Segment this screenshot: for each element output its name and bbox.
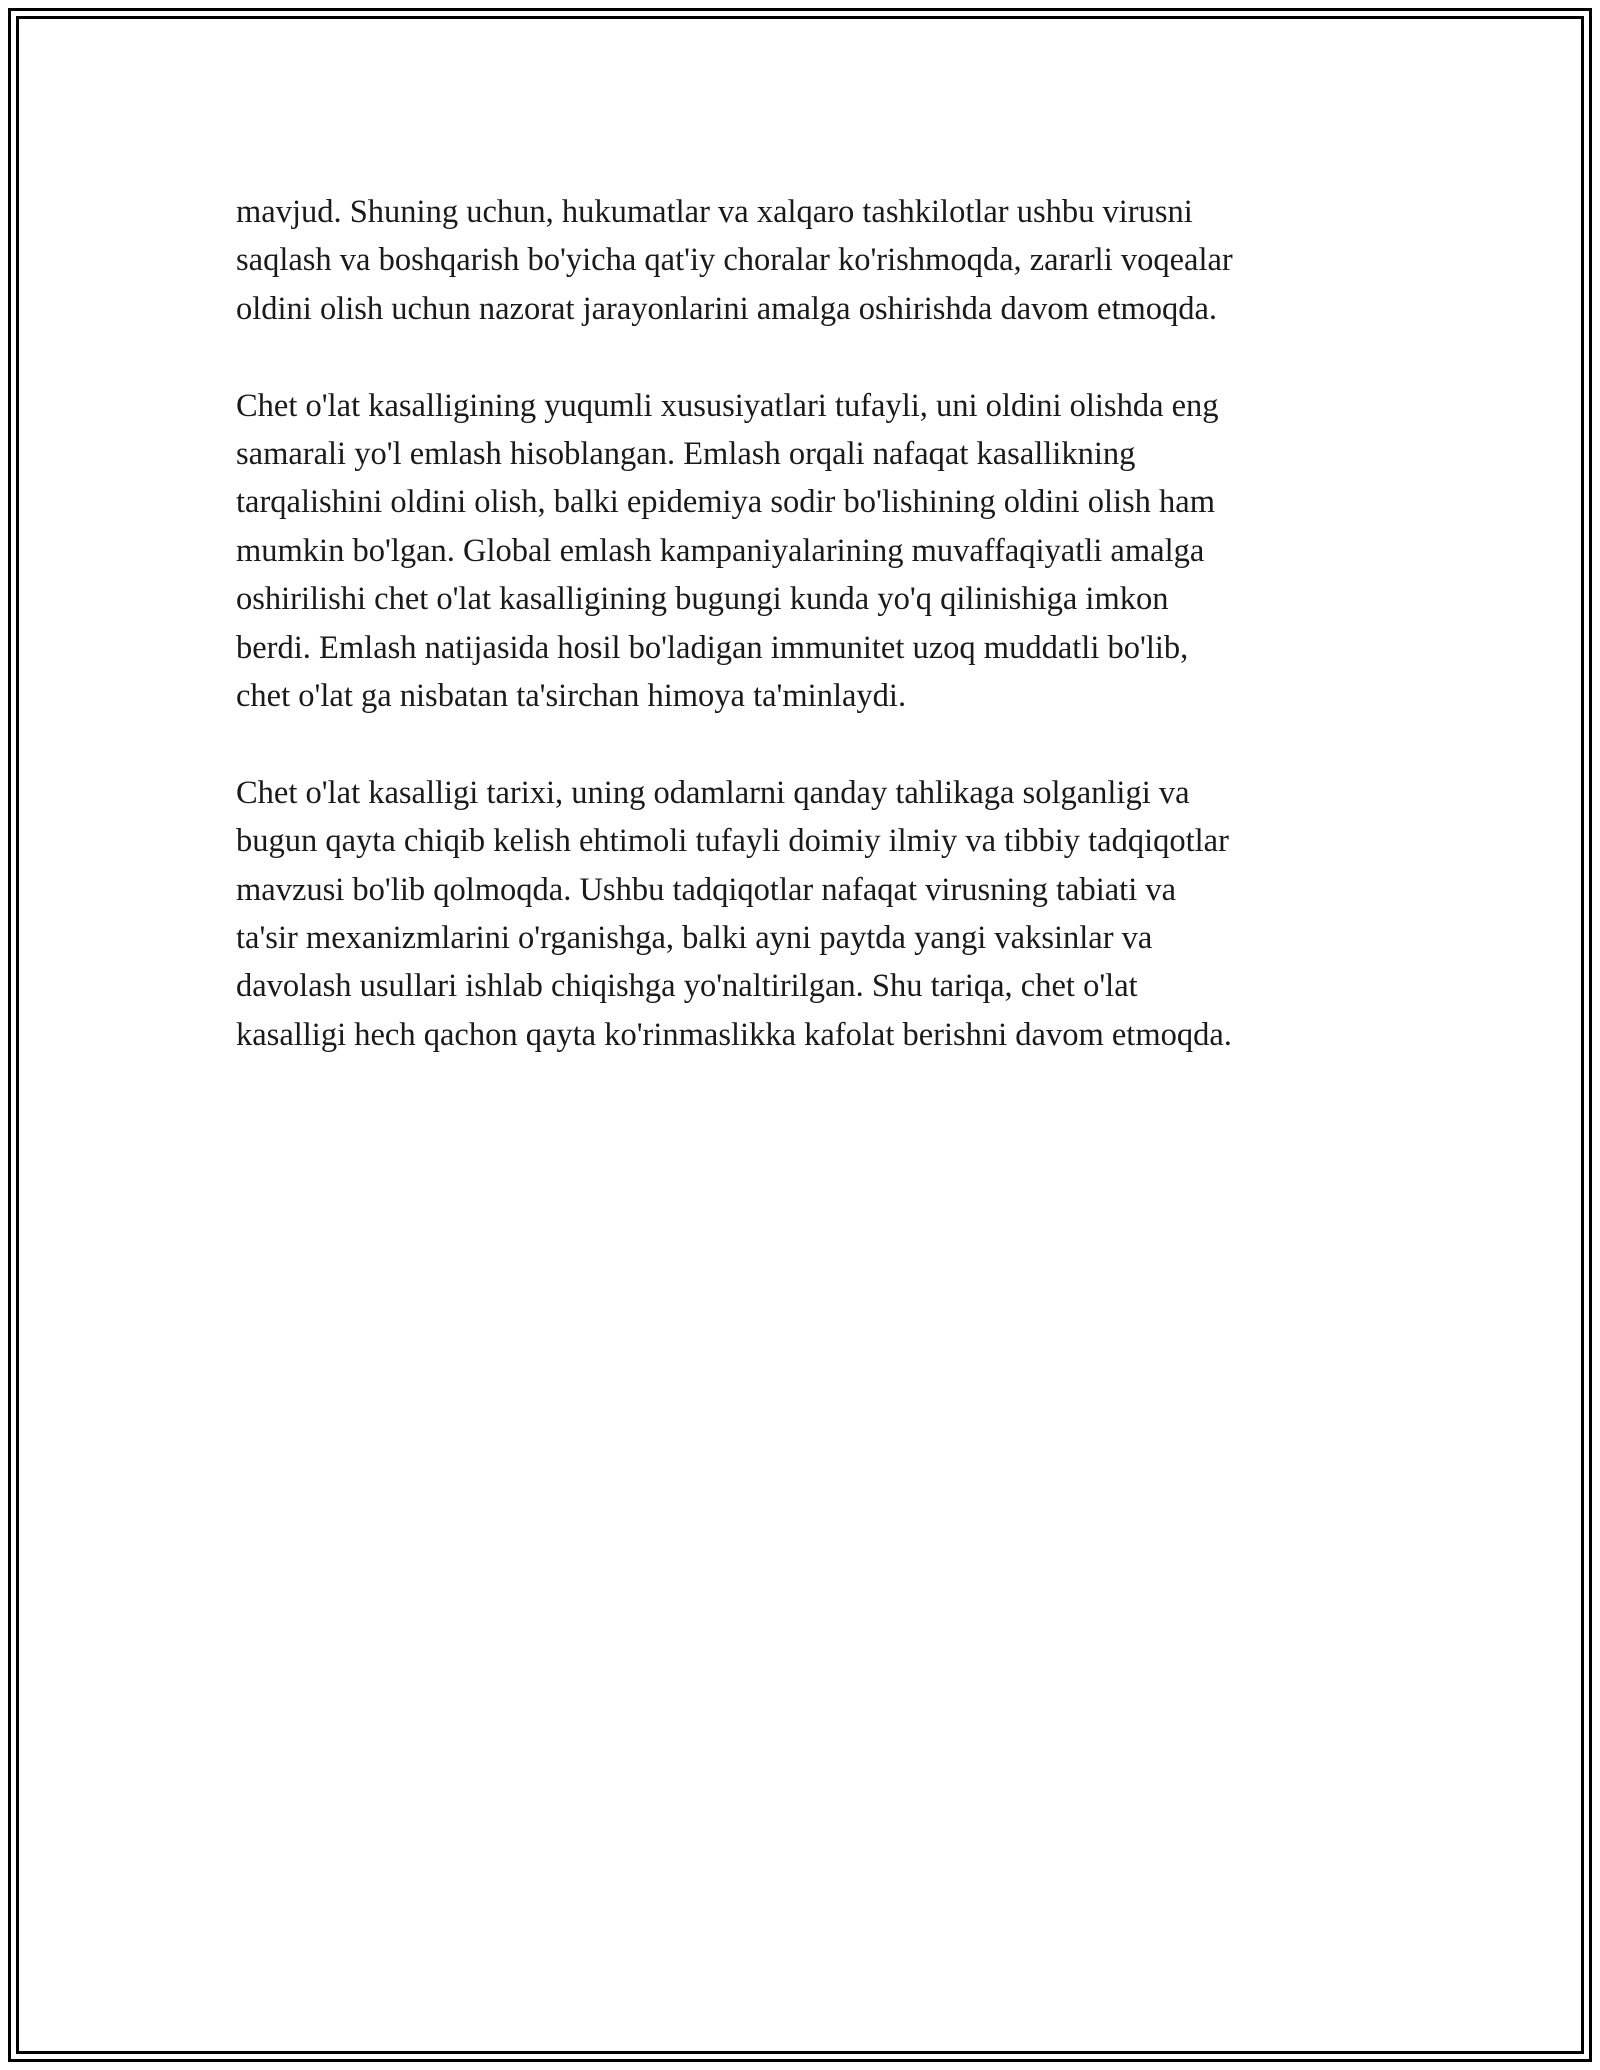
text-line: davolash usullari ishlab chiqishga yo'naltirilgan. Shu tariqa, chet o'lat — [236, 968, 1138, 1005]
text-line: samarali yo'l emlash hisoblangan. Emlash orqali nafaqat kasallikning — [236, 436, 1136, 473]
text-line: mavzusi bo'lib qolmoqda. Ushbu tadqiqotlar nafaqat virusning tabiati va — [236, 871, 1177, 908]
text-line: ta'sir mexanizmlarini o'rganishga, balki ayni paytda yangi vaksinlar va — [236, 920, 1153, 957]
text-line: mumkin bo'lgan. Global emlash kampaniyalarining muvaffaqiyatli amalga — [236, 532, 1205, 569]
text-line: tarqalishini oldini olish, balki epidemiya sodir bo'lishining oldini olish ham — [236, 484, 1215, 521]
text-line: Chet o'lat kasalligining yuqumli xususiyatlari tufayli, uni oldini olishda eng — [236, 387, 1219, 424]
text-line: oldini olish uchun nazorat jarayonlarini amalga oshirishda davom etmoqda. — [236, 290, 1218, 327]
text-line: kasalligi hech qachon qayta ko'rinmaslikka kafolat berishni davom etmoqda. — [236, 1016, 1232, 1053]
text-line: bugun qayta chiqib kelish ehtimoli tufayli doimiy ilmiy va tibbiy tadqiqotlar — [236, 823, 1229, 860]
text-line: oshirilishi chet o'lat kasalligining bugungi kunda yo'q qilinishiga imkon — [236, 581, 1169, 618]
text-line: mavjud. Shuning uchun, hukumatlar va xalqaro tashkilotlar ushbu virusni — [236, 194, 1193, 230]
text-line: chet o'lat ga nisbatan ta'sirchan himoya ta'minlaydi. — [236, 678, 907, 715]
document-body — [236, 188, 1376, 1108]
text-line: saqlash va boshqarish bo'yicha qat'iy choralar ko'rishmoqda, zararli voqealar — [236, 242, 1233, 279]
paragraph-3 — [236, 769, 1376, 1059]
paragraph-2 — [236, 382, 1376, 721]
text-line: berdi. Emlash natijasida hosil bo'ladigan immunitet uzoq muddatli bo'lib, — [236, 629, 1189, 666]
text-line: Chet o'lat kasalligi tarixi, uning odamlarni qanday tahlikaga solganligi va — [236, 774, 1190, 811]
paragraph-1 — [236, 188, 1376, 333]
